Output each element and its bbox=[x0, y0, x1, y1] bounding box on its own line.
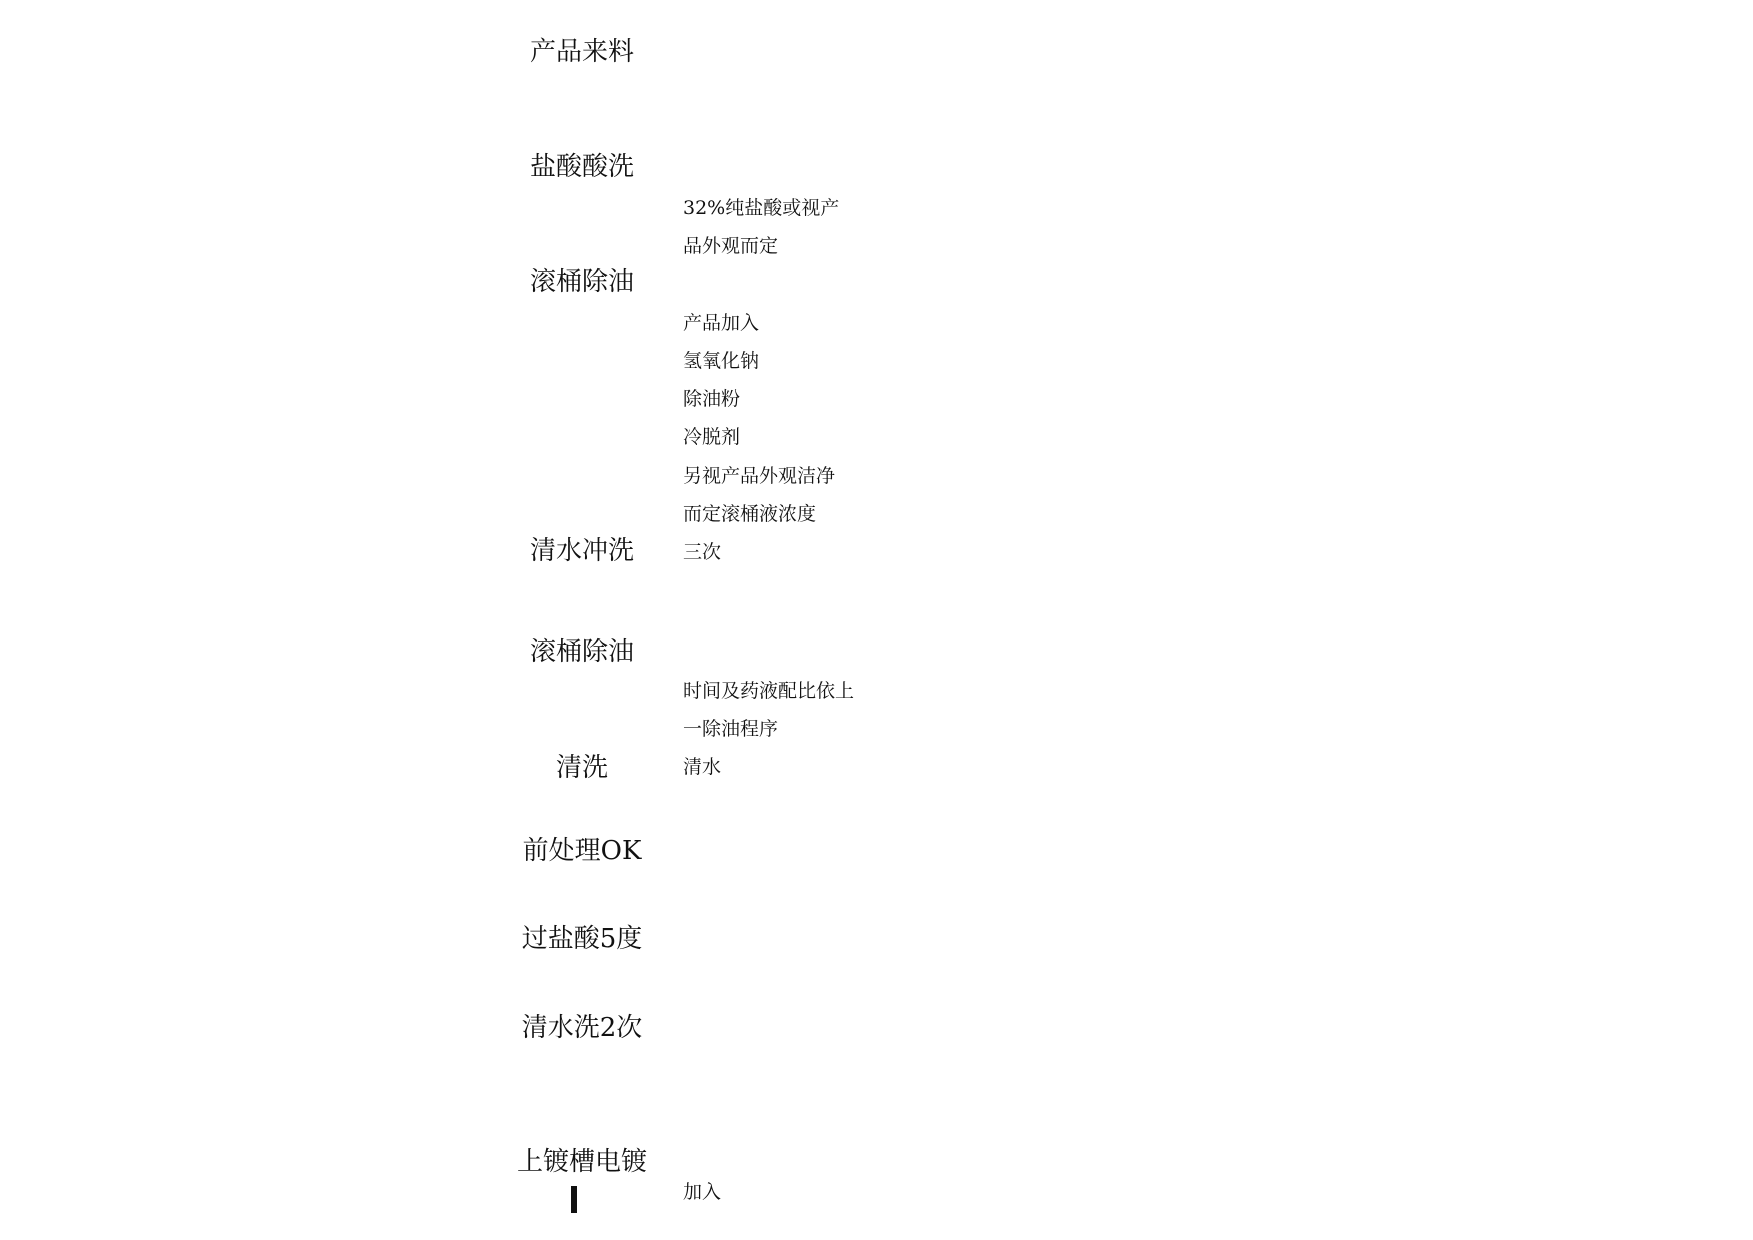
step-water-rinse: 清水冲洗 bbox=[529, 536, 634, 566]
step-hcl-5-degree: 过盐酸5度 bbox=[521, 924, 643, 954]
note-acid-line-1: 32%纯盐酸或视产 bbox=[683, 197, 840, 219]
note-degrease-line-5: 另视产品外观洁净 bbox=[683, 465, 836, 487]
note-degrease-line-6: 而定滚桶液浓度 bbox=[683, 503, 817, 525]
note-degrease2-line-1: 时间及药液配比依上 bbox=[683, 680, 855, 702]
flow-connector-bar bbox=[571, 1186, 577, 1213]
step-barrel-degreasing-2: 滚桶除油 bbox=[529, 637, 634, 667]
step-barrel-degreasing: 滚桶除油 bbox=[529, 267, 634, 297]
note-degrease-line-1: 产品加入 bbox=[683, 312, 760, 334]
note-degrease2-line-2: 一除油程序 bbox=[683, 718, 779, 740]
step-water-rinse-twice: 清水洗2次 bbox=[521, 1013, 643, 1043]
step-acid-pickling: 盐酸酸洗 bbox=[529, 152, 634, 182]
note-acid-line-2: 品外观而定 bbox=[683, 235, 779, 257]
step-cleaning: 清洗 bbox=[555, 753, 608, 783]
note-plating-add: 加入 bbox=[683, 1181, 722, 1203]
step-pretreatment-ok: 前处理OK bbox=[522, 836, 642, 866]
step-electroplating: 上镀槽电镀 bbox=[516, 1147, 647, 1177]
step-incoming-material: 产品来料 bbox=[529, 37, 634, 67]
note-degrease-line-4: 冷脱剂 bbox=[683, 426, 741, 448]
note-degrease-line-3: 除油粉 bbox=[683, 388, 741, 410]
note-rinse-count: 三次 bbox=[683, 541, 722, 563]
note-degrease-line-2: 氢氧化钠 bbox=[683, 350, 760, 372]
note-cleaning-water: 清水 bbox=[683, 756, 722, 778]
